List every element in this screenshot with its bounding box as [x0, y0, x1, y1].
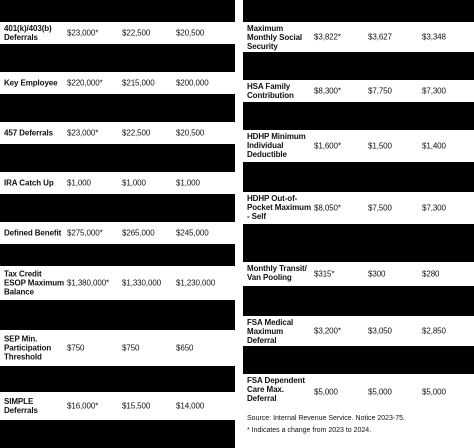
value-2023: $1,000: [122, 178, 146, 188]
value-2022: $2,850: [422, 326, 446, 336]
value-2023: $5,000: [368, 387, 392, 397]
value-2022: $5,000: [422, 387, 446, 397]
value-2024: $750: [67, 343, 85, 353]
value-2023: $3,050: [368, 326, 392, 336]
value-2022: $3,348: [422, 32, 446, 42]
divider-bar: [243, 346, 474, 374]
row-label: 401(k)/403(b) Deferrals: [4, 24, 52, 42]
value-2023: $1,500: [368, 141, 392, 151]
divider-bar: [243, 224, 474, 262]
divider-bar: [0, 366, 235, 392]
value-2024: $220,000*: [67, 78, 103, 88]
value-2023: $215,000: [122, 78, 155, 88]
divider-bar: [243, 52, 474, 80]
row-label: Tax Credit ESOP Maximum Balance: [4, 269, 65, 297]
table-row: [0, 330, 235, 366]
row-label: IRA Catch Up: [4, 178, 54, 188]
value-2023: $750: [122, 343, 140, 353]
value-2022: $1,400: [422, 141, 446, 151]
row-label: SEP Min. Participation Threshold: [4, 334, 52, 362]
table-row: [0, 122, 235, 144]
table-row: [0, 172, 235, 194]
footnotes: [243, 410, 474, 446]
row-label: FSA Medical Maximum Deferral: [247, 318, 294, 345]
value-2024: $3,200*: [314, 326, 341, 336]
table-row: [0, 222, 235, 244]
value-2023: $7,750: [368, 86, 392, 96]
value-2024: $23,000*: [67, 128, 99, 138]
row-label: Defined Benefit: [4, 228, 62, 238]
value-2024: $8,300*: [314, 86, 341, 96]
value-2023: $1,330,000: [122, 278, 162, 288]
value-2023: $3,627: [368, 32, 392, 42]
value-2024: $8,050*: [314, 203, 341, 213]
row-label: Maximum Monthly Social Security: [247, 24, 303, 51]
value-2023: $22,500: [122, 128, 151, 138]
value-2024: $23,000*: [67, 28, 99, 38]
divider-bar: [0, 300, 235, 330]
table-row: [243, 316, 474, 346]
value-2024: $1,600*: [314, 141, 341, 151]
row-label: FSA Dependent Care Max. Deferral: [247, 376, 305, 403]
table-row: [0, 392, 235, 420]
row-label: HSA Family Contribution: [247, 82, 294, 100]
row-label: Monthly Transit/ Van Pooling: [247, 264, 307, 282]
source-note: Source: Internal Revenue Service. Notice 2023-75.: [247, 415, 405, 422]
value-2024: $1,380,000*: [67, 278, 110, 288]
value-2022: $20,500: [176, 28, 205, 38]
right-limits-table: [243, 0, 474, 446]
value-2023: $265,000: [122, 228, 155, 238]
divider-bar: [0, 144, 235, 172]
row-label: SIMPLE Deferrals: [4, 397, 38, 415]
row-label: HDHP Minimum Individual Deductible: [247, 132, 306, 159]
table-row: [0, 266, 235, 300]
value-2022: $650: [176, 343, 194, 353]
value-2022: $7,300: [422, 203, 446, 213]
divider-bar: [0, 194, 235, 222]
value-2023: $15,500: [122, 401, 151, 411]
value-2022: $245,000: [176, 228, 209, 238]
value-2022: $20,500: [176, 128, 205, 138]
value-2023: $22,500: [122, 28, 151, 38]
divider-bar: [243, 102, 474, 130]
table-row: [243, 80, 474, 102]
divider-bar: [243, 162, 474, 192]
divider-bar: [0, 244, 235, 266]
value-2022: $14,000: [176, 401, 205, 411]
header-bar: [0, 0, 235, 22]
value-2024: $275,000*: [67, 228, 103, 238]
footer-bar: [0, 420, 235, 448]
header-bar: [243, 0, 474, 22]
table-row: [0, 22, 235, 44]
table-row: [243, 374, 474, 410]
value-2022: $1,230,000: [176, 278, 216, 288]
row-label: HDHP Out-of-Pocket Maximum - Self: [247, 194, 311, 221]
table-row: [0, 72, 235, 94]
value-2024: $5,000: [314, 387, 338, 397]
value-2022: $280: [422, 269, 440, 279]
divider-bar: [0, 44, 235, 72]
value-2024: $315*: [314, 269, 335, 279]
value-2024: $1,000: [67, 178, 91, 188]
divider-bar: [0, 94, 235, 122]
left-limits-table: [0, 0, 235, 448]
value-2024: $16,000*: [67, 401, 99, 411]
value-2022: $1,000: [176, 178, 200, 188]
table-row: [243, 22, 474, 52]
row-label: 457 Deferrals: [4, 128, 53, 138]
value-2023: $7,500: [368, 203, 392, 213]
table-row: [243, 262, 474, 286]
value-2024: $3,822*: [314, 32, 341, 42]
table-row: [243, 130, 474, 162]
table-row: [243, 192, 474, 224]
asterisk-note: * Indicates a change from 2023 to 2024.: [247, 427, 372, 434]
value-2022: $200,000: [176, 78, 209, 88]
divider-bar: [243, 286, 474, 316]
row-label: Key Employee: [4, 78, 58, 88]
value-2022: $7,300: [422, 86, 446, 96]
value-2023: $300: [368, 269, 386, 279]
